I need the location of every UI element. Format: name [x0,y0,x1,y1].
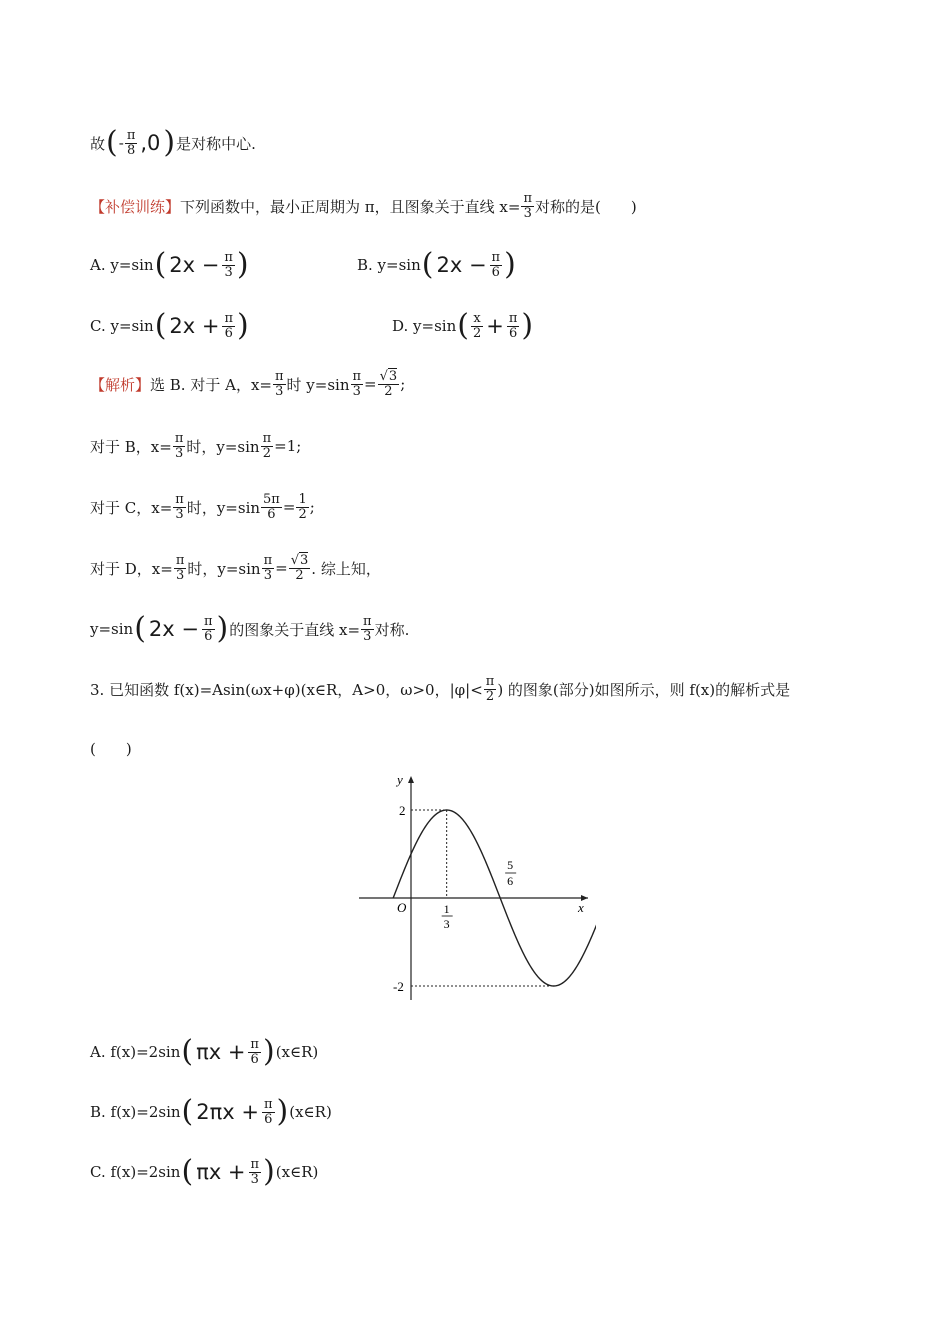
analysis-text: = [275,559,288,578]
analysis-text: 时，y=sin [186,498,261,517]
left-paren: ( [106,125,118,160]
exercise-text: 下列函数中，最小正周期为 π，且图象关于直线 x= [180,197,521,216]
fraction: $\frac{\pi}{3}$ [352,369,362,399]
question-3-fraction: $\frac{\pi}{2}$ [485,674,495,704]
fraction: $\frac{\pi}{6}$ [203,613,213,644]
analysis-text: = [282,498,296,517]
choice-d: D. y=sin ( $\frac{x}{2}$ + $\frac{\pi}{6}$ ) [392,308,534,343]
fraction: $\frac{\pi}{3}$ [175,492,184,522]
choice-d-x-fraction: $\frac{x}{2}$ [472,310,482,341]
answer-b-domain: (x∈R) [289,1103,332,1121]
choice-c: C. y=sin ( 2x + $\frac{\pi}{6}$ ) [90,308,249,343]
analysis-text: 对称. [374,620,410,639]
fraction: $\frac{1}{2}$ [298,492,307,522]
choice-a-fraction: $\frac{\pi}{3}$ [224,249,233,280]
exercise-question [90,192,637,220]
analysis-text: 对于 B，x= [90,437,172,456]
analysis-line-2 [90,432,301,460]
suffix-text: 是对称中心. [176,134,256,153]
answer-c-fraction: $\frac{\pi}{3}$ [250,1156,260,1187]
exercise-tag: 【补偿训练】 [90,197,181,216]
analysis-text: = [364,375,377,394]
analysis-line-1 [90,370,405,398]
choice-d-fraction: $\frac{\pi}{6}$ [508,310,518,341]
choice-c-inner: 2x + [169,314,220,338]
analysis-line-5: y=sin ( 2x − $\frac{\pi}{6}$ ) 的图象关于直线 x= $\frac{\pi}{3}$ 对称. [90,611,410,646]
analysis-text: 时，y=sin [187,559,261,578]
analysis-text: ; [309,498,315,517]
question-3-answer-blank [90,738,132,759]
analysis-text: ; [400,375,406,394]
choice-b-label: B. y=sin [357,256,421,274]
zero: ,0 [140,131,161,155]
fraction: $\frac{\pi}{3}$ [263,553,273,583]
analysis-text: y=sin [90,620,134,638]
analysis-inner: 2x − [148,617,199,641]
answer-c: C. f(x)=2sin ( πx + $\frac{\pi}{3}$ ) (x∈R) [90,1154,319,1189]
y-max-label: 2 [399,803,406,818]
analysis-tag: 【解析】 [90,375,151,394]
answer-b-inner: 2πx + [196,1100,259,1124]
answer-c-label: C. f(x)=2sin [90,1163,181,1181]
y-axis-label: y [397,772,403,787]
sqrt3-over-2: $\frac{√3}{2}$ [379,369,398,399]
analysis-line-3 [90,493,315,521]
analysis-text: 的图象关于直线 x= [229,620,361,639]
fraction: $\frac{\pi}{3}$ [174,431,184,461]
choice-a-label: A. y=sin [90,256,154,274]
symmetry-center-line [90,125,256,160]
pi-over-8: $\frac{\pi}{8}$ [126,127,136,158]
choice-b: B. y=sin ( 2x − $\frac{\pi}{6}$ ) [357,247,516,282]
fraction: $\frac{5\pi}{6}$ [263,492,280,522]
origin-label: O [397,900,407,915]
tick-5-6-num: 5 [507,858,514,872]
fraction: $\frac{\pi}{3}$ [175,553,185,583]
analysis-text: . 综上知， [311,559,381,578]
tick-1-3-num: 1 [443,902,450,916]
choice-a-inner: 2x − [169,253,220,277]
answer-a-domain: (x∈R) [275,1043,319,1061]
answer-a-label: A. f(x)=2sin [90,1043,181,1061]
choice-a: A. y=sin ( 2x − $\frac{\pi}{3}$ ) [90,247,249,282]
analysis-text: 时 y=sin [286,375,350,394]
answer-paren: ( ) [90,740,132,758]
sqrt3-over-2: $\frac{√3}{2}$ [290,553,309,583]
analysis-text: 时，y=sin [186,437,260,456]
prefix-text: 故 [90,134,106,153]
fraction: $\frac{\pi}{3}$ [274,369,284,399]
analysis-text: 对于 C，x= [90,498,173,517]
analysis-text: 选 B. 对于 A，x= [150,375,272,394]
choice-d-label: D. y=sin [392,317,457,335]
right-paren: ) [163,125,176,160]
choice-b-fraction: $\frac{\pi}{6}$ [491,249,501,280]
choice-c-label: C. y=sin [90,317,154,335]
y-min-label: -2 [393,979,404,994]
x-axis-label: x [578,900,584,915]
question-3-text-b: ) 的图象(部分)如图所示，则 f(x)的解析式是 [497,680,791,699]
minus-sign: - [118,134,124,152]
fraction: $\frac{\pi}{3}$ [363,613,372,644]
y-axis-arrow [408,776,414,783]
answer-a-fraction: $\frac{\pi}{6}$ [250,1036,259,1067]
analysis-text: =1; [274,437,302,456]
exercise-tail: 对称的是( ) [535,197,637,216]
choice-c-fraction: $\frac{\pi}{6}$ [224,310,234,341]
exercise-fraction: $\frac{\pi}{3}$ [523,191,532,221]
answer-a: A. f(x)=2sin ( πx + $\frac{\pi}{6}$ ) (x∈R) [90,1034,319,1069]
answer-a-inner: πx + [196,1040,246,1064]
answer-b-fraction: $\frac{\pi}{6}$ [263,1096,273,1127]
analysis-text: 对于 D，x= [90,559,173,578]
analysis-line-4 [90,554,381,582]
choice-d-plus: + [486,314,504,338]
sine-graph-svg [356,768,596,1008]
tick-5-6-den: 6 [507,874,514,888]
answer-b: B. f(x)=2sin ( 2πx + $\frac{\pi}{6}$ ) (x∈R) [90,1094,332,1129]
answer-c-inner: πx + [196,1160,246,1184]
choice-b-inner: 2x − [436,253,487,277]
question-3 [90,675,790,703]
question-3-text-a: 3. 已知函数 f(x)=Asin(ωx+φ)(x∈R，A>0，ω>0，|φ|< [90,680,483,699]
answer-b-label: B. f(x)=2sin [90,1103,181,1121]
fraction: $\frac{\pi}{2}$ [262,431,272,461]
answer-c-domain: (x∈R) [275,1163,319,1181]
sine-graph [356,768,596,1012]
tick-1-3-den: 3 [443,917,450,931]
